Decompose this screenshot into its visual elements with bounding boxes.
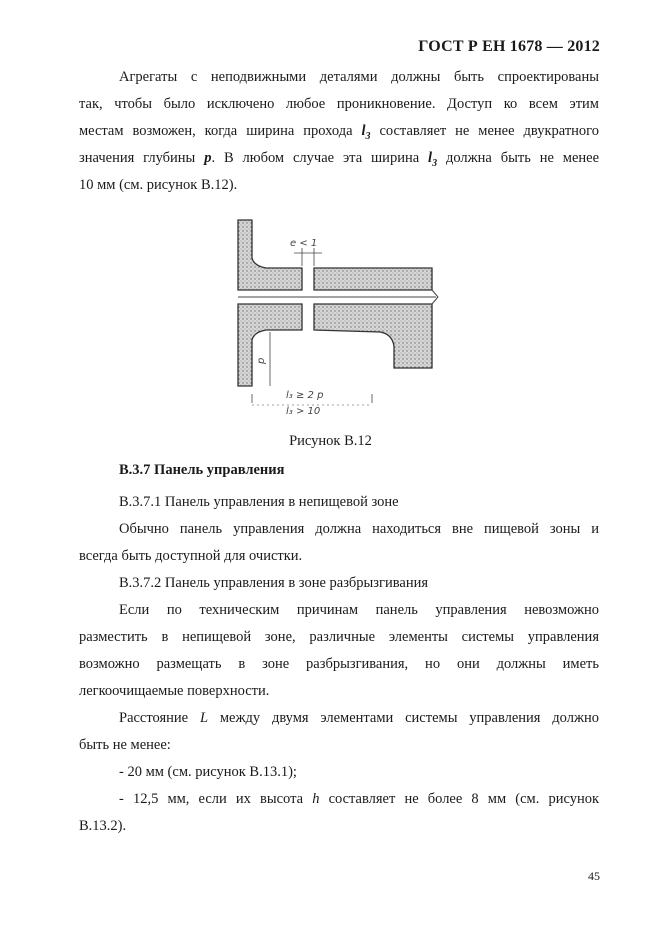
var-h: h	[312, 791, 320, 807]
list-item-2-b: составляет не более 8 мм (см. рисунок	[328, 791, 600, 807]
para4-line1-a: Расстояние	[119, 710, 189, 726]
para3-line3: возможно размещать в зоне разбрызгивания, но они должны иметь	[79, 656, 599, 672]
document-header: ГОСТ Р ЕН 1678 — 2012	[418, 38, 600, 55]
vertical-wall-part	[238, 220, 302, 290]
page-number: 45	[588, 869, 600, 883]
section-title: В.3.7 Панель управления	[119, 462, 285, 478]
subsection-title-1: В.3.7.1 Панель управления в непищевой зоне	[119, 494, 399, 510]
para1-line4-a: значения глубины	[79, 150, 196, 166]
para1-line5: 10 мм (см. рисунок В.12).	[79, 177, 238, 193]
dim-label-l3-gt: l₃ > 10	[286, 406, 321, 417]
para3-line4: легкоочищаемые поверхности.	[79, 683, 270, 699]
dim-label-e: e < 1	[290, 238, 318, 249]
para4-line1	[119, 705, 599, 732]
subsection-title-2: В.3.7.2 Панель управления в зоне разбрызгивания	[119, 575, 429, 591]
figure-b12-drawing	[222, 218, 452, 423]
para3-line1: Если по техническим причинам панель управления невозможно	[119, 602, 599, 618]
para4-line2: быть не менее:	[79, 737, 171, 753]
var-L: L	[199, 710, 209, 726]
list-item-2-a: - 12,5 мм, если их высота	[119, 791, 304, 807]
para1-line4-b: . В любом случае эта ширина	[211, 150, 420, 166]
dim-label-p: p	[256, 357, 267, 364]
para3-line2: разместить в непищевой зоне, различные элементы системы управления	[79, 629, 599, 645]
para1-line2: так, чтобы было исключено любое проникновение. Доступ ко всем этим	[79, 96, 599, 112]
para1-line3-b: составляет не менее двукратного	[379, 123, 600, 139]
list-item-2	[119, 786, 599, 813]
list-item-1: - 20 мм (см. рисунок В.13.1);	[119, 764, 297, 780]
dim-label-l3-ge: l₃ ≥ 2 p	[286, 390, 324, 401]
para4-line1-b: между двумя элементами системы управления должно	[219, 710, 600, 726]
para1-line4-c: должна быть не менее	[445, 150, 600, 166]
var-l3: $l_3$	[361, 123, 371, 142]
para1-line1: Агрегаты с неподвижными деталями должны быть спроектированы	[119, 69, 599, 85]
para2-line1: Обычно панель управления должна находиться вне пищевой зоны и	[119, 521, 599, 537]
figure-caption: Рисунок В.12	[289, 433, 372, 449]
horizontal-part-lower	[314, 304, 432, 368]
para2-line2: всегда быть доступной для очистки.	[79, 548, 303, 564]
var-p: p	[204, 150, 212, 166]
horizontal-part-upper	[314, 268, 432, 290]
list-item-2-cont: В.13.2).	[79, 818, 127, 834]
var-l3-second: $l_3$	[428, 150, 438, 169]
para1-line3-a: местам возможен, когда ширина прохода	[79, 123, 353, 139]
